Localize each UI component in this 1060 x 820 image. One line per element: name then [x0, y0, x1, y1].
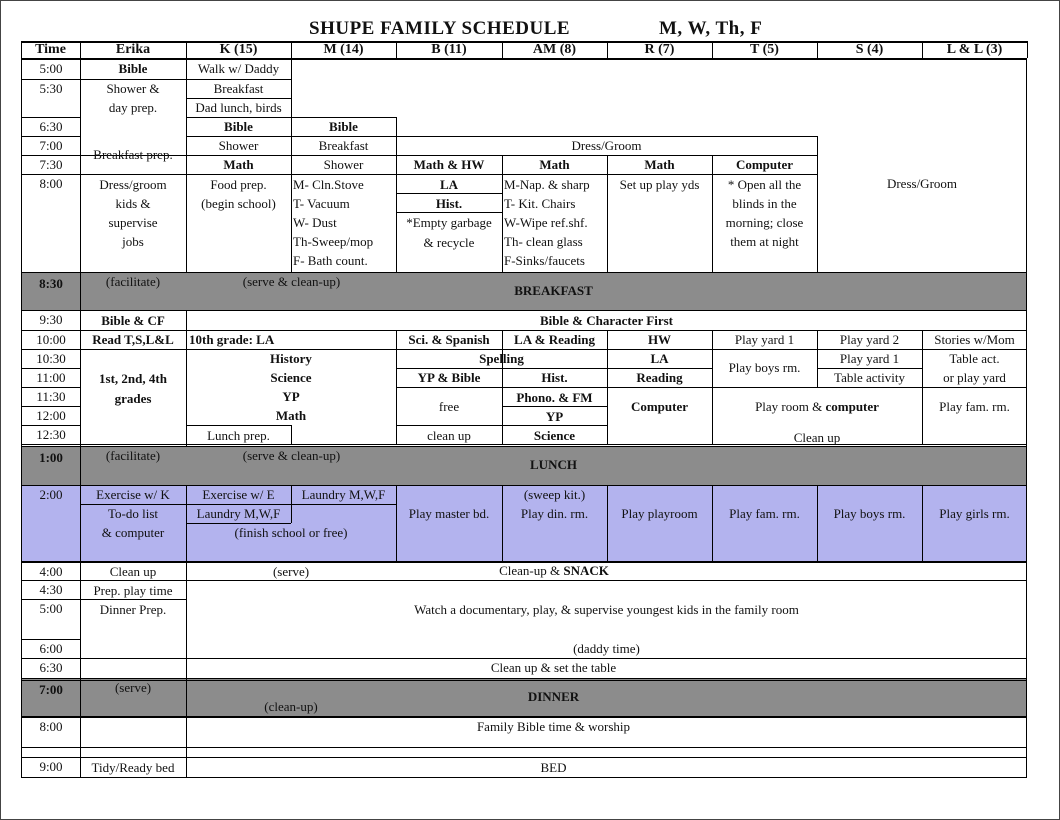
- time-label: 8:00: [39, 176, 63, 191]
- t-play-yard: Play yard 1: [734, 332, 795, 347]
- km-finish-school: (finish school or free): [234, 525, 348, 540]
- col-line: [712, 485, 713, 561]
- s-play-boys: Play boys rm.: [833, 506, 906, 521]
- time-label: 12:30: [36, 427, 66, 442]
- header-divider: [291, 41, 292, 58]
- time-label: 8:00: [39, 719, 63, 734]
- breakfast-label: BREAKFAST: [514, 283, 593, 298]
- cleanup-snack: [396, 561, 712, 580]
- erika-todo: & computer: [101, 525, 165, 540]
- col-line: [396, 485, 397, 561]
- k-exercise: Exercise w/ E: [202, 487, 275, 502]
- m-chores: Th-Sweep/mop: [293, 234, 374, 249]
- m-shower: Shower: [323, 157, 364, 172]
- row-line: [21, 747, 1027, 748]
- k-breakfast: Breakfast: [213, 81, 264, 96]
- lunch-facilitate: (facilitate): [105, 448, 161, 463]
- erika-dinner-prep: Dinner Prep.: [99, 602, 167, 617]
- daddy-time: (daddy time): [573, 641, 640, 656]
- b-garbage: & recycle: [423, 235, 475, 250]
- am-la-reading: LA & Reading: [514, 332, 595, 347]
- ll-stories: Stories w/Mom: [934, 332, 1015, 347]
- time-label: 7:00: [39, 682, 63, 697]
- am-play-din: Play din. rm.: [520, 506, 589, 521]
- am-yp: YP: [545, 409, 564, 424]
- b-clean-up: clean up: [427, 428, 471, 443]
- k-math-10th: Math: [275, 408, 307, 423]
- header-s: S (4): [855, 42, 884, 57]
- k-bible: Bible: [224, 119, 253, 134]
- t-blinds: morning; close: [725, 215, 804, 230]
- ll-play-fam-rm: Play fam. rm.: [939, 399, 1010, 414]
- am-chores: F-Sinks/faucets: [504, 253, 585, 268]
- cleanup-label: Clean-up &: [499, 563, 564, 578]
- header-divider: [80, 41, 81, 58]
- row-line: [21, 777, 1027, 778]
- k-shower: Shower: [218, 138, 259, 153]
- k-dad-lunch: Dad lunch, birds: [195, 100, 282, 115]
- ll-table-act: Table act.: [949, 351, 1000, 366]
- erika-dress-groom: jobs: [122, 234, 144, 249]
- k-history: History: [270, 351, 312, 366]
- t-blinds: blinds in the: [732, 196, 797, 211]
- erika-breakfast-prep: Breakfast prep.: [93, 147, 173, 162]
- b-la: LA: [439, 177, 459, 192]
- snack-label: SNACK: [563, 563, 609, 578]
- dinner-serve: (serve): [114, 680, 152, 695]
- m-laundry: Laundry M,W,F: [301, 487, 386, 502]
- ll-play-girls: Play girls rm.: [939, 506, 1010, 521]
- erika-dress-groom: kids &: [115, 196, 151, 211]
- erika-prep-play: Prep. play time: [93, 583, 173, 598]
- r-ll-clean-up: Clean up: [793, 430, 841, 445]
- b-play-master: Play master bd.: [408, 506, 490, 521]
- time-label: 4:30: [39, 582, 63, 597]
- erika-tidy: Tidy/Ready bed: [91, 760, 175, 775]
- b-sci-spanish: Sci. & Spanish: [408, 332, 490, 347]
- col-line: [817, 485, 818, 561]
- k-food-prep: (begin school): [201, 196, 276, 211]
- schedule-days: M, W, Th, F: [659, 18, 763, 39]
- dinner-label: DINNER: [527, 689, 580, 704]
- k-food-prep: Food prep.: [210, 177, 267, 192]
- time-label: 1:00: [39, 450, 63, 465]
- k-walk: Walk w/ Daddy: [197, 61, 280, 76]
- header-divider: [396, 41, 397, 58]
- erika-grades: 1st, 2nd, 4th: [99, 371, 167, 386]
- m-chores: W- Dust: [293, 215, 337, 230]
- erika-dress-groom: Dress/groom: [99, 177, 167, 192]
- header-ll: L & L (3): [946, 42, 1003, 57]
- erika-read: Read T,S,L&L: [92, 332, 174, 347]
- col-line: [817, 136, 818, 272]
- ll-table-act: or play yard: [943, 370, 1006, 385]
- erika-todo: To-do list: [107, 506, 158, 521]
- lunch-serve: (serve & clean-up): [242, 448, 341, 463]
- am-chores: Th- clean glass: [504, 234, 583, 249]
- time-label: 11:00: [36, 370, 66, 385]
- time-label: 4:00: [39, 564, 63, 579]
- header-b: B (11): [431, 42, 467, 57]
- header-k: K (15): [219, 42, 258, 57]
- am-sweep-kit: (sweep kit.): [523, 487, 586, 502]
- b-free: free: [438, 399, 460, 414]
- r-reading: Reading: [636, 370, 683, 385]
- time-label: 12:00: [36, 408, 66, 423]
- erika-exercise: Exercise w/ K: [96, 487, 170, 502]
- k-laundry: Laundry M,W,F: [196, 506, 281, 521]
- tenth-grade-la: 10th grade: LA: [189, 332, 275, 347]
- erika-dayprep: day prep.: [108, 100, 158, 115]
- k-science: Science: [270, 370, 312, 385]
- am-phono-fm: Phono. & FM: [516, 390, 593, 405]
- dinner-clean-up: (clean-up): [264, 699, 318, 714]
- ts-playroom-computer: [712, 397, 922, 416]
- col-line: [291, 174, 292, 272]
- k-yp: YP: [282, 389, 300, 404]
- t-blinds: them at night: [730, 234, 799, 249]
- header-divider: [21, 41, 22, 58]
- header-divider: [502, 41, 503, 58]
- header-divider: [922, 41, 923, 58]
- time-label: 7:30: [39, 157, 63, 172]
- s-play-yard1: Play yard 1: [839, 351, 900, 366]
- header-divider: [186, 41, 187, 58]
- dress-groom-bar: Dress/Groom: [571, 138, 642, 153]
- time-label: 6:00: [39, 641, 63, 656]
- ts-computer: computer: [825, 399, 879, 414]
- m-chores: T- Vacuum: [293, 196, 350, 211]
- am-chores: T- Kit. Chairs: [504, 196, 576, 211]
- time-label: 6:30: [39, 119, 63, 134]
- time-label: 11:30: [36, 389, 66, 404]
- m-breakfast: Breakfast: [318, 138, 369, 153]
- time-label: 9:00: [39, 759, 63, 774]
- time-label: 2:00: [39, 487, 63, 502]
- b-math-hw: Math & HW: [413, 157, 485, 172]
- header-am: AM (8): [532, 42, 577, 57]
- m-chores: M- Cln.Stove: [293, 177, 364, 192]
- time-label: 8:30: [39, 276, 63, 291]
- b-garbage: *Empty garbage: [406, 215, 492, 230]
- m-chores: F- Bath count.: [293, 253, 368, 268]
- col-line: [291, 425, 292, 444]
- r-hw: HW: [647, 332, 672, 347]
- header-m: M (14): [323, 42, 364, 57]
- r-play-playroom: Play playroom: [621, 506, 698, 521]
- breakfast-facilitate: (facilitate): [105, 274, 161, 289]
- row-line: [712, 387, 922, 388]
- b-yp-bible: YP & Bible: [417, 370, 481, 385]
- row-line: [922, 387, 1027, 388]
- k-math: Math: [223, 157, 254, 172]
- s-play-yard2: Play yard 2: [839, 332, 900, 347]
- b-hist: Hist.: [435, 196, 463, 211]
- sll-dress-groom: Dress/Groom: [886, 176, 958, 191]
- r-computer: Computer: [630, 399, 689, 414]
- time-label: 5:30: [39, 81, 63, 96]
- documentary-text: Watch a documentary, play, & supervise youngest kids in the family room: [414, 602, 799, 617]
- erika-bible-cf: Bible & CF: [101, 313, 165, 328]
- header-divider: [817, 41, 818, 58]
- bible-character-first: Bible & Character First: [540, 313, 673, 328]
- lunch-label: LUNCH: [530, 457, 577, 472]
- ts-playroom: Play room &: [755, 399, 826, 414]
- am-math: Math: [539, 157, 570, 172]
- erika-clean-up: Clean up: [109, 564, 157, 579]
- time-label: 6:30: [39, 660, 63, 675]
- am-science: Science: [533, 428, 576, 443]
- snack-serve: (serve): [272, 564, 310, 579]
- family-bible-time: Family Bible time & worship: [476, 719, 631, 734]
- r-la: LA: [650, 351, 669, 366]
- erika-shower: Shower &: [106, 81, 160, 96]
- schedule-title: SHUPE FAMILY SCHEDULE: [309, 18, 571, 39]
- header-t: T (5): [750, 42, 779, 57]
- time-label: 9:30: [39, 312, 63, 327]
- spelling: Spelling: [479, 351, 524, 366]
- am-chores: M-Nap. & sharp: [504, 177, 590, 192]
- erika-dress-groom: supervise: [108, 215, 158, 230]
- time-label: 5:00: [39, 61, 63, 76]
- time-label: 10:00: [36, 332, 66, 347]
- m-bible: Bible: [329, 119, 358, 134]
- t-play-fam: Play fam. rm.: [729, 506, 800, 521]
- header-erika: Erika: [115, 42, 151, 57]
- header-r: R (7): [644, 42, 675, 57]
- t-computer: Computer: [735, 157, 794, 172]
- time-label: 5:00: [39, 601, 63, 616]
- erika-grades: grades: [114, 391, 152, 406]
- r-play-yards: Set up play yds: [619, 177, 700, 192]
- s-table-activity: Table activity: [834, 370, 905, 385]
- am-chores: W-Wipe ref.shf.: [504, 215, 588, 230]
- col-line: [922, 485, 923, 561]
- header-divider: [1027, 41, 1028, 58]
- breakfast-serve: (serve & clean-up): [242, 274, 341, 289]
- am-hist: Hist.: [541, 370, 568, 385]
- r-math: Math: [644, 157, 675, 172]
- header-divider: [607, 41, 608, 58]
- t-play-boys: Play boys rm.: [728, 360, 801, 375]
- erika-bible: Bible: [118, 61, 148, 76]
- clean-up-set-table: Clean up & set the table: [490, 660, 617, 675]
- bed-label: BED: [540, 760, 567, 775]
- time-label: 7:00: [39, 138, 63, 153]
- col-line: [607, 485, 608, 561]
- time-label: 10:30: [36, 351, 66, 366]
- header-divider: [712, 41, 713, 58]
- k-lunch-prep: Lunch prep.: [207, 428, 270, 443]
- header-time: Time: [35, 42, 66, 57]
- t-blinds: * Open all the: [727, 177, 802, 192]
